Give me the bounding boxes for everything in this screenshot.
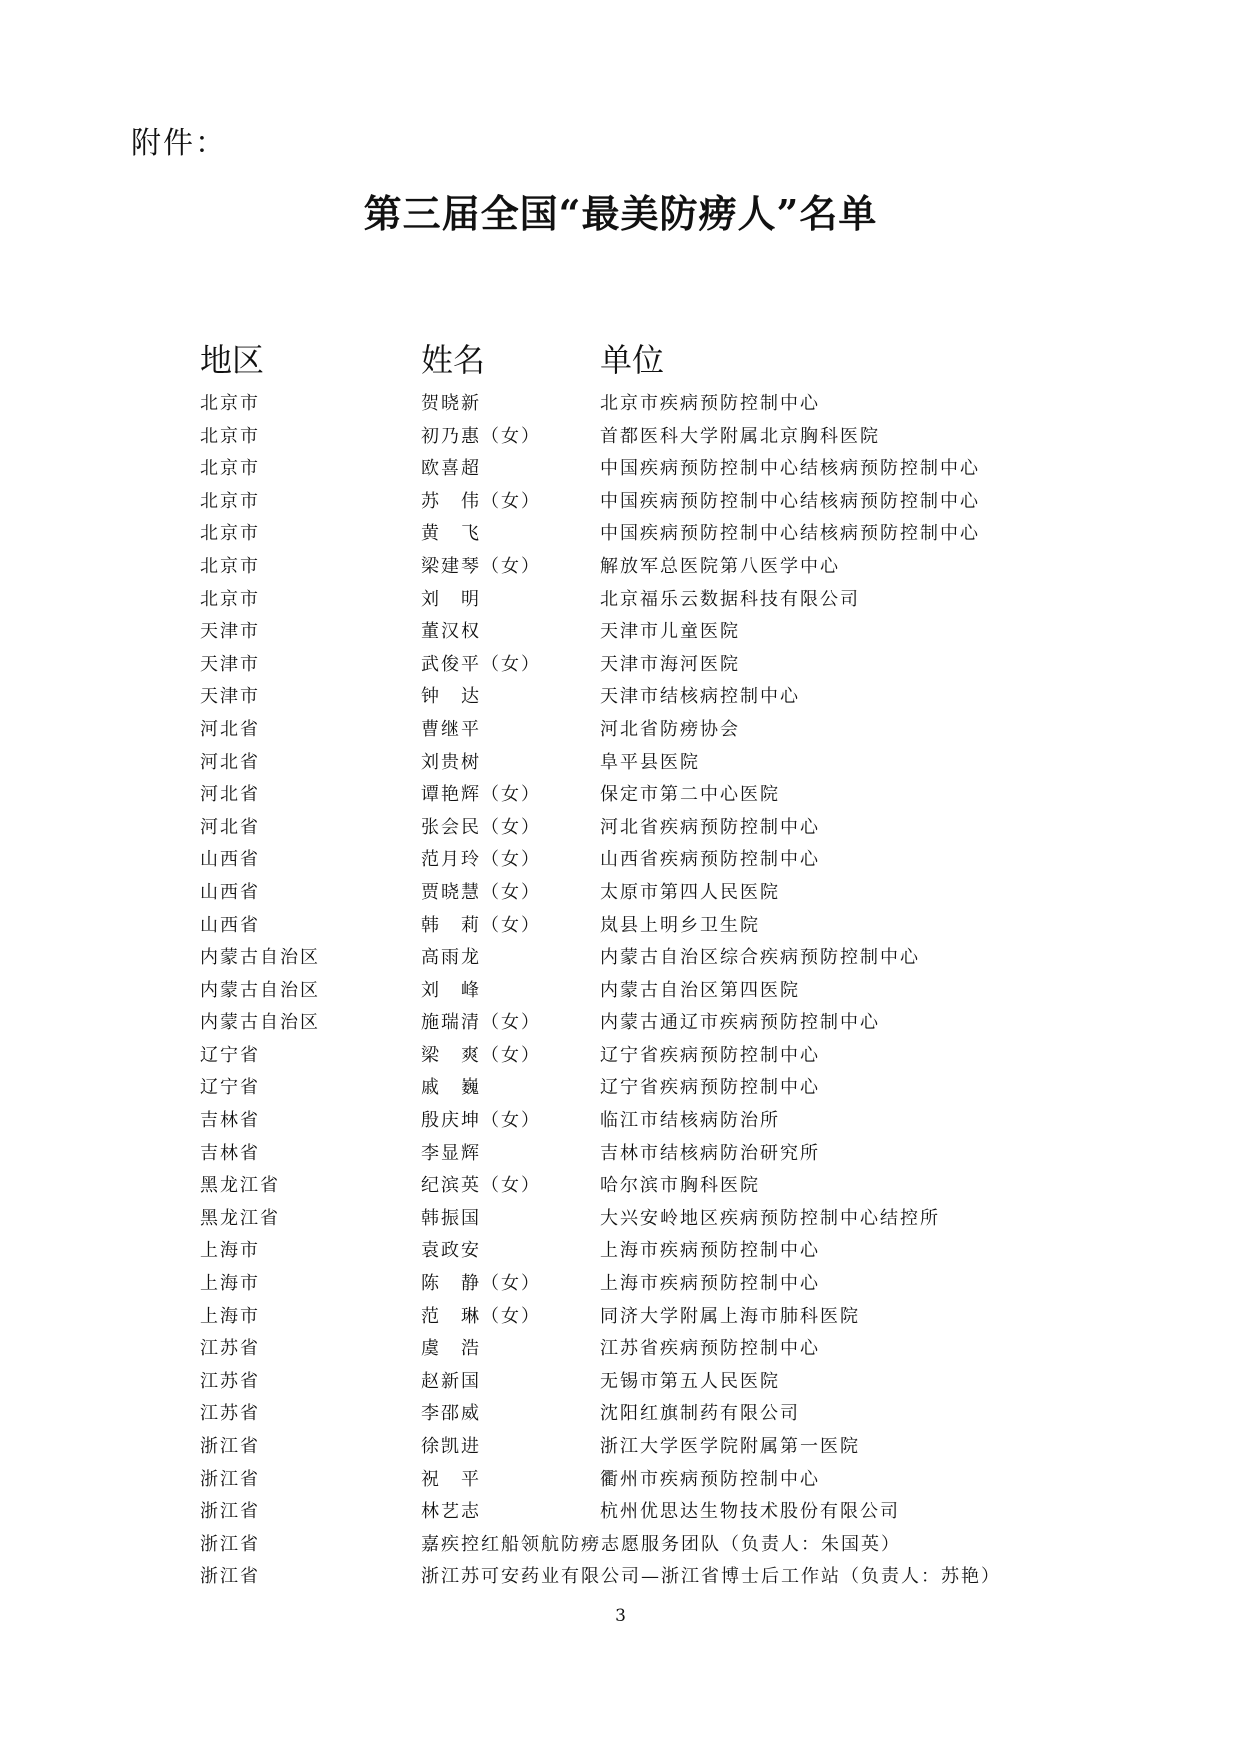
region-cell: 山西省 bbox=[200, 881, 260, 903]
name-cell: 欧喜超 bbox=[421, 458, 481, 480]
list-item bbox=[0, 1500, 1241, 1533]
list-item bbox=[0, 1337, 1241, 1370]
region-cell: 天津市 bbox=[200, 686, 260, 708]
name-cell: 钟 达 bbox=[421, 686, 481, 708]
name-cell: 梁建琴（女） bbox=[421, 555, 541, 577]
list-item bbox=[0, 848, 1241, 881]
region-cell: 浙江省 bbox=[200, 1468, 260, 1490]
unit-cell: 内蒙古通辽市疾病预防控制中心 bbox=[600, 1012, 880, 1034]
unit-cell: 河北省防痨协会 bbox=[600, 718, 740, 740]
list-item bbox=[0, 1011, 1241, 1044]
region-cell: 黑龙江省 bbox=[200, 1175, 280, 1197]
name-cell: 武俊平（女） bbox=[421, 653, 541, 675]
unit-cell: 阜平县医院 bbox=[600, 751, 700, 773]
name-cell: 黄 飞 bbox=[421, 523, 481, 545]
list-item bbox=[0, 392, 1241, 425]
region-cell: 吉林省 bbox=[200, 1142, 260, 1164]
unit-cell: 解放军总医院第八医学中心 bbox=[600, 555, 840, 577]
region-cell: 北京市 bbox=[200, 458, 260, 480]
name-cell: 徐凯进 bbox=[421, 1436, 481, 1457]
region-cell: 河北省 bbox=[200, 718, 260, 740]
unit-cell: 内蒙古自治区综合疾病预防控制中心 bbox=[600, 947, 920, 969]
list-item bbox=[0, 1468, 1241, 1501]
unit-cell: 首都医科大学附属北京胸科医院 bbox=[600, 425, 880, 447]
name-cell: 梁 爽（女） bbox=[421, 1044, 541, 1066]
name-cell: 李邵威 bbox=[421, 1403, 481, 1425]
name-cell: 陈 静（女） bbox=[421, 1273, 541, 1295]
list-item bbox=[0, 783, 1241, 816]
table-header bbox=[0, 335, 1241, 379]
name-cell: 张会民（女） bbox=[421, 816, 541, 838]
name-cell: 贾晓慧（女） bbox=[421, 881, 541, 903]
name-cell: 祝 平 bbox=[421, 1468, 481, 1490]
list-item bbox=[0, 1207, 1241, 1240]
name-cell: 刘 明 bbox=[421, 588, 481, 610]
unit-cell: 杭州优思达生物技术股份有限公司 bbox=[600, 1501, 900, 1523]
list-item bbox=[0, 816, 1241, 849]
unit-cell: 大兴安岭地区疾病预防控制中心结控所 bbox=[600, 1207, 940, 1229]
region-cell: 内蒙古自治区 bbox=[200, 1012, 320, 1034]
unit-cell: 同济大学附属上海市肺科医院 bbox=[600, 1305, 860, 1327]
attachment-label: 附件： bbox=[131, 126, 227, 161]
unit-cell: 上海市疾病预防控制中心 bbox=[600, 1273, 820, 1295]
unit-cell: 吉林市结核病防治研究所 bbox=[600, 1142, 820, 1164]
list-item bbox=[0, 1305, 1241, 1338]
region-cell: 河北省 bbox=[200, 784, 260, 806]
name-cell: 殷庆坤（女） bbox=[421, 1110, 541, 1132]
region-cell: 北京市 bbox=[200, 523, 260, 545]
region-cell: 浙江省 bbox=[200, 1533, 260, 1555]
list-item bbox=[0, 522, 1241, 555]
list-item bbox=[0, 620, 1241, 653]
unit-cell: 辽宁省疾病预防控制中心 bbox=[600, 1077, 820, 1099]
list-item bbox=[0, 751, 1241, 784]
region-cell: 上海市 bbox=[200, 1240, 260, 1262]
unit-cell: 河北省疾病预防控制中心 bbox=[600, 816, 820, 838]
region-cell: 北京市 bbox=[200, 588, 260, 610]
list-item bbox=[0, 457, 1241, 490]
list-item bbox=[0, 588, 1241, 621]
name-cell: 高雨龙 bbox=[421, 947, 481, 969]
name-cell: 林艺志 bbox=[421, 1501, 481, 1523]
list-item bbox=[0, 490, 1241, 523]
name-cell: 范 琳（女） bbox=[421, 1305, 541, 1327]
region-cell: 上海市 bbox=[200, 1305, 260, 1327]
region-cell: 河北省 bbox=[200, 751, 260, 773]
page-title: 第三届全国“最美防痨人”名单 bbox=[363, 191, 878, 236]
list-item bbox=[0, 1076, 1241, 1109]
unit-cell: 太原市第四人民医院 bbox=[600, 881, 780, 903]
list-item-team bbox=[0, 1533, 1241, 1566]
name-cell: 袁政安 bbox=[421, 1240, 481, 1262]
region-cell: 辽宁省 bbox=[200, 1044, 260, 1066]
region-cell: 山西省 bbox=[200, 849, 260, 871]
region-cell: 天津市 bbox=[200, 621, 260, 643]
list-item bbox=[0, 881, 1241, 914]
unit-cell: 沈阳红旗制药有限公司 bbox=[600, 1403, 800, 1425]
name-cell: 贺晓新 bbox=[421, 393, 481, 414]
region-cell: 内蒙古自治区 bbox=[200, 979, 320, 1001]
list-item bbox=[0, 425, 1241, 458]
list-item bbox=[0, 1435, 1241, 1468]
region-cell: 北京市 bbox=[200, 490, 260, 512]
header-unit: 单位 bbox=[600, 341, 665, 379]
list-item-team bbox=[0, 1565, 1241, 1598]
list-item bbox=[0, 946, 1241, 979]
unit-cell: 中国疾病预防控制中心结核病预防控制中心 bbox=[600, 490, 980, 512]
unit-cell: 北京市疾病预防控制中心 bbox=[600, 393, 820, 414]
list-item bbox=[0, 1239, 1241, 1272]
region-cell: 黑龙江省 bbox=[200, 1207, 280, 1229]
list-item bbox=[0, 1109, 1241, 1142]
name-cell: 曹继平 bbox=[421, 718, 481, 740]
unit-cell: 无锡市第五人民医院 bbox=[600, 1370, 780, 1392]
name-cell: 李显辉 bbox=[421, 1142, 481, 1164]
list-item bbox=[0, 1370, 1241, 1403]
list-item bbox=[0, 979, 1241, 1012]
name-cell: 刘贵树 bbox=[421, 751, 481, 773]
name-cell: 董汉权 bbox=[421, 621, 481, 643]
name-cell: 韩振国 bbox=[421, 1207, 481, 1229]
region-cell: 江苏省 bbox=[200, 1370, 260, 1392]
name-cell: 纪滨英（女） bbox=[421, 1175, 541, 1197]
region-cell: 浙江省 bbox=[200, 1566, 260, 1588]
unit-cell: 山西省疾病预防控制中心 bbox=[600, 849, 820, 871]
list-item bbox=[0, 1044, 1241, 1077]
region-cell: 天津市 bbox=[200, 653, 260, 675]
unit-cell: 衢州市疾病预防控制中心 bbox=[600, 1468, 820, 1490]
unit-cell: 哈尔滨市胸科医院 bbox=[600, 1175, 760, 1197]
unit-cell: 内蒙古自治区第四医院 bbox=[600, 979, 800, 1001]
unit-cell: 天津市结核病控制中心 bbox=[600, 686, 800, 708]
unit-cell: 北京福乐云数据科技有限公司 bbox=[600, 588, 860, 610]
team-cell: 浙江苏可安药业有限公司—浙江省博士后工作站（负责人：苏艳） bbox=[421, 1566, 1001, 1588]
list-item bbox=[0, 555, 1241, 588]
region-cell: 辽宁省 bbox=[200, 1077, 260, 1099]
name-cell: 赵新国 bbox=[421, 1370, 481, 1392]
list-item bbox=[0, 1142, 1241, 1175]
unit-cell: 浙江大学医学院附属第一医院 bbox=[600, 1436, 860, 1457]
team-cell: 嘉疾控红船领航防痨志愿服务团队（负责人：朱国英） bbox=[421, 1533, 901, 1555]
region-cell: 浙江省 bbox=[200, 1436, 260, 1457]
name-cell: 虞 浩 bbox=[421, 1338, 481, 1360]
region-cell: 内蒙古自治区 bbox=[200, 947, 320, 969]
unit-cell: 中国疾病预防控制中心结核病预防控制中心 bbox=[600, 458, 980, 480]
region-cell: 河北省 bbox=[200, 816, 260, 838]
unit-cell: 辽宁省疾病预防控制中心 bbox=[600, 1044, 820, 1066]
region-cell: 吉林省 bbox=[200, 1110, 260, 1132]
unit-cell: 江苏省疾病预防控制中心 bbox=[600, 1338, 820, 1360]
name-cell: 苏 伟（女） bbox=[421, 490, 541, 512]
unit-cell: 中国疾病预防控制中心结核病预防控制中心 bbox=[600, 523, 980, 545]
unit-cell: 临江市结核病防治所 bbox=[600, 1110, 780, 1132]
unit-cell: 天津市儿童医院 bbox=[600, 621, 740, 643]
list-item bbox=[0, 1272, 1241, 1305]
list-item bbox=[0, 1402, 1241, 1435]
name-cell: 刘 峰 bbox=[421, 979, 481, 1001]
region-cell: 上海市 bbox=[200, 1273, 260, 1295]
region-cell: 江苏省 bbox=[200, 1403, 260, 1425]
name-cell: 范月玲（女） bbox=[421, 849, 541, 871]
name-cell: 施瑞清（女） bbox=[421, 1012, 541, 1034]
name-cell: 戚 巍 bbox=[421, 1077, 481, 1099]
list-item bbox=[0, 653, 1241, 686]
name-cell: 初乃惠（女） bbox=[421, 425, 541, 447]
honoree-list bbox=[0, 392, 1241, 1598]
region-cell: 北京市 bbox=[200, 393, 260, 414]
region-cell: 北京市 bbox=[200, 425, 260, 447]
unit-cell: 上海市疾病预防控制中心 bbox=[600, 1240, 820, 1262]
list-item bbox=[0, 1174, 1241, 1207]
list-item bbox=[0, 914, 1241, 947]
unit-cell: 岚县上明乡卫生院 bbox=[600, 914, 760, 936]
name-cell: 韩 莉（女） bbox=[421, 914, 541, 936]
region-cell: 江苏省 bbox=[200, 1338, 260, 1360]
region-cell: 北京市 bbox=[200, 555, 260, 577]
region-cell: 山西省 bbox=[200, 914, 260, 936]
unit-cell: 保定市第二中心医院 bbox=[600, 784, 780, 806]
list-item bbox=[0, 718, 1241, 751]
header-region: 地区 bbox=[200, 341, 265, 379]
list-item bbox=[0, 685, 1241, 718]
name-cell: 谭艳辉（女） bbox=[421, 784, 541, 806]
region-cell: 浙江省 bbox=[200, 1501, 260, 1523]
header-name: 姓名 bbox=[421, 341, 486, 379]
page-number: 3 bbox=[615, 1606, 626, 1626]
unit-cell: 天津市海河医院 bbox=[600, 653, 740, 675]
